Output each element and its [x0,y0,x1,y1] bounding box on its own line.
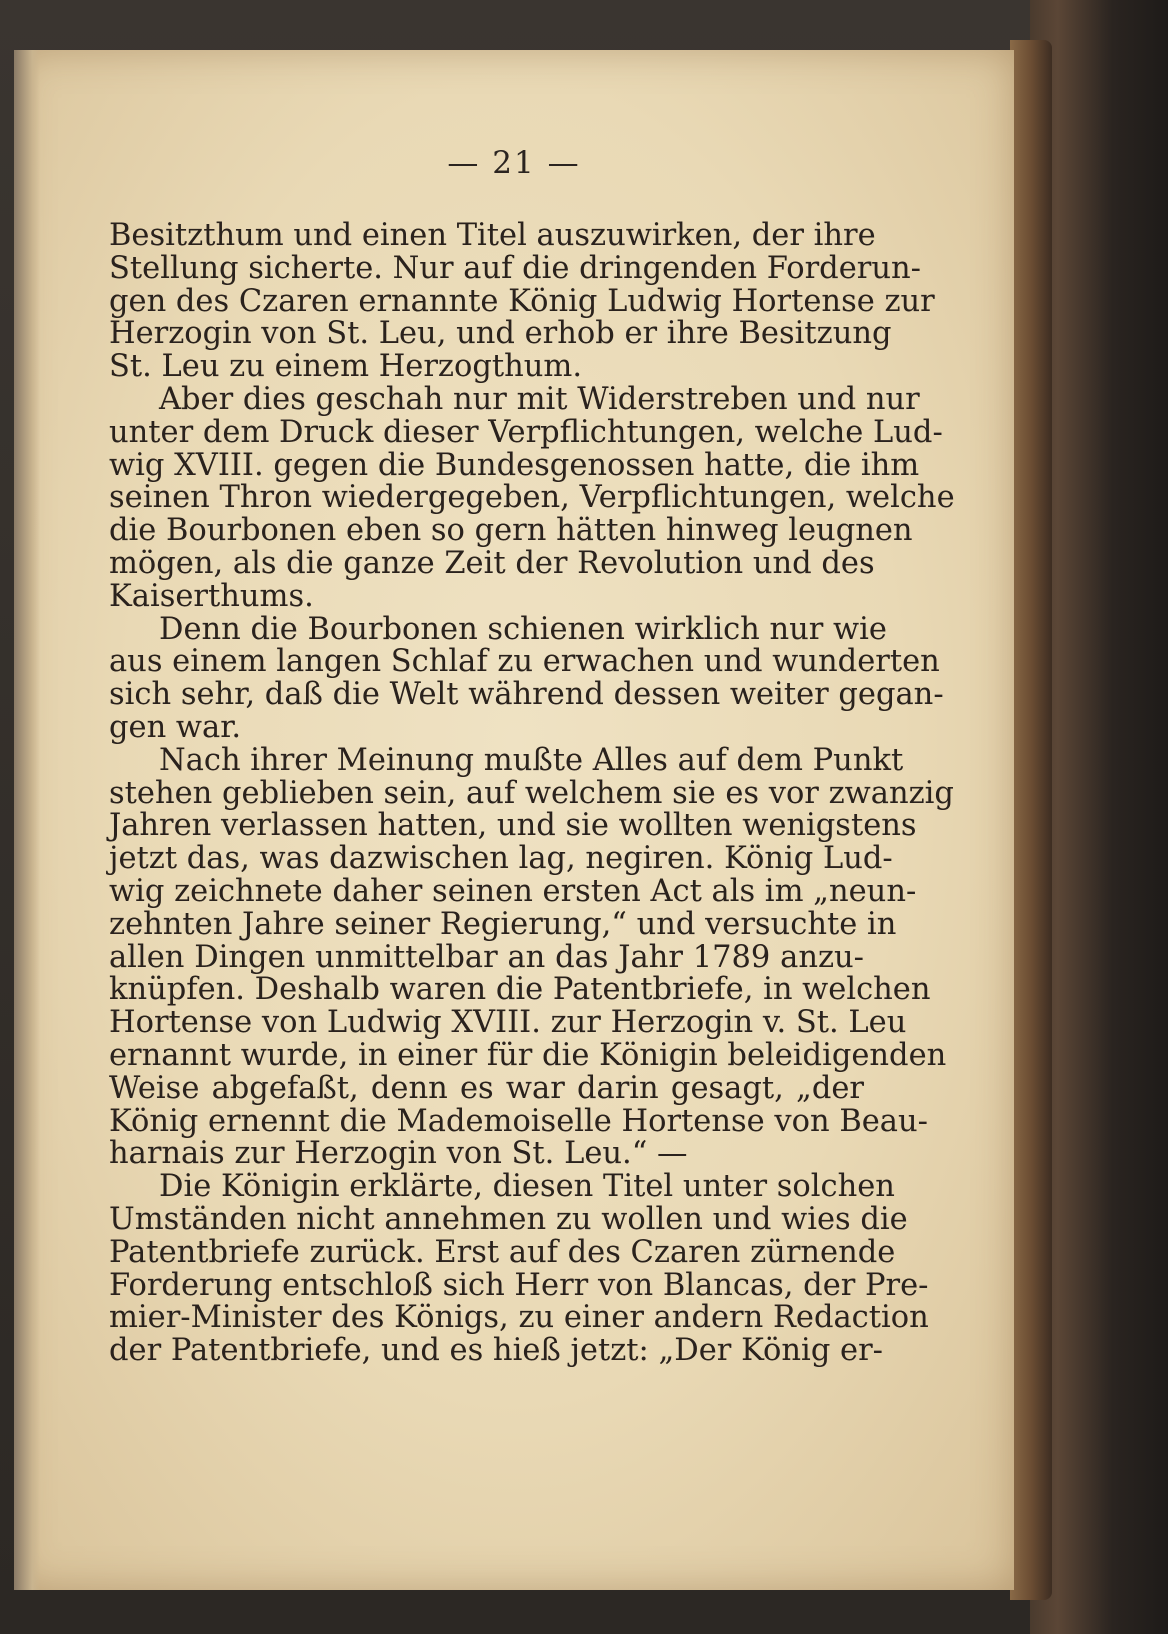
paragraph [109,611,944,745]
page-sheet [14,50,1014,1590]
text-line: Die Königin erklärte, diesen Titel unter solchen [159,1169,895,1205]
text-line: mier-Minister des Königs, zu einer andern Redaction [109,1300,929,1336]
text-line: Umständen nicht annehmen zu wollen und wies die [109,1201,908,1237]
paragraph [109,381,955,614]
text-line: knüpfen. Deshalb waren die Patentbriefe, in welchen [109,972,931,1008]
text-line: harnais zur Herzogin von St. Leu.“ — [109,1136,688,1172]
text-line: Stellung sicherte. Nur auf die dringenden Forderun- [109,250,921,286]
text-line: der Patentbriefe, und es hieß jetzt: „Der König er- [109,1333,883,1369]
text-line: gen des Czaren ernannte König Ludwig Hortense zur [109,283,935,319]
page-edge [1010,40,1052,1600]
paragraph [109,742,954,1172]
text-line: Weise abgefaßt, denn es war darin gesagt, „der [109,1070,864,1106]
text-line: sich sehr, daß die Welt während dessen weiter gegan- [109,677,944,713]
text-line: Herzogin von St. Leu, und erhob er ihre Besitzung [109,316,892,352]
text-line: Denn die Bourbonen schienen wirklich nur wie [159,611,887,647]
paragraph [109,218,935,385]
text-line: Besitzthum und einen Titel auszuwirken, der ihre [109,218,876,253]
text-line: Hortense von Ludwig XVIII. zur Herzogin v. St. Leu [109,1005,907,1041]
text-line: aus einem langen Schlaf zu erwachen und wunderten [109,644,940,680]
text-line: Patentbriefe zurück. Erst auf des Czaren zürnende [109,1234,896,1270]
text-line: Aber dies geschah nur mit Widerstreben und nur [159,381,920,417]
text-line: St. Leu zu einem Herzogthum. [109,349,583,385]
book-gutter [14,50,40,1590]
text-line: zehnten Jahre seiner Regierung,“ und versuchte in [109,906,897,942]
text-line: unter dem Druck dieser Verpflichtungen, welche Lud- [109,414,943,450]
text-line: wig XVIII. gegen die Bundesgenossen hatte, die ihm [109,447,920,483]
text-line: Nach ihrer Meinung mußte Alles auf dem Punkt [159,742,904,778]
text-line: jetzt das, was dazwischen lag, negiren. König Lud- [109,841,893,877]
text-line: allen Dingen unmittelbar an das Jahr 1789 anzu- [109,939,864,975]
text-line: Kaiserthums. [109,578,314,614]
paragraph [109,1169,929,1369]
text-line: wig zeichnete daher seinen ersten Act als im „neun- [109,873,917,909]
text-line: ernannt wurde, in einer für die Königin beleidigenden [109,1037,947,1073]
text-line: seinen Thron wiedergegeben, Verpflichtungen, welche [109,480,955,516]
text-line: stehen geblieben sein, auf welchem sie es vor zwanzig [109,775,954,811]
text-line: Forderung entschloß sich Herr von Blancas, der Pre- [109,1267,929,1303]
body-text [109,218,955,1369]
page-number: — 21 — [447,145,581,181]
text-line: die Bourbonen eben so gern hätten hinweg leugnen [109,513,913,549]
text-line: mögen, als die ganze Zeit der Revolution und des [109,545,875,581]
text-line: gen war. [109,709,242,745]
text-line: Jahren verlassen hatten, und sie wollten wenigstens [109,808,917,844]
text-line: König ernennt die Mademoiselle Hortense von Beau- [109,1103,928,1139]
